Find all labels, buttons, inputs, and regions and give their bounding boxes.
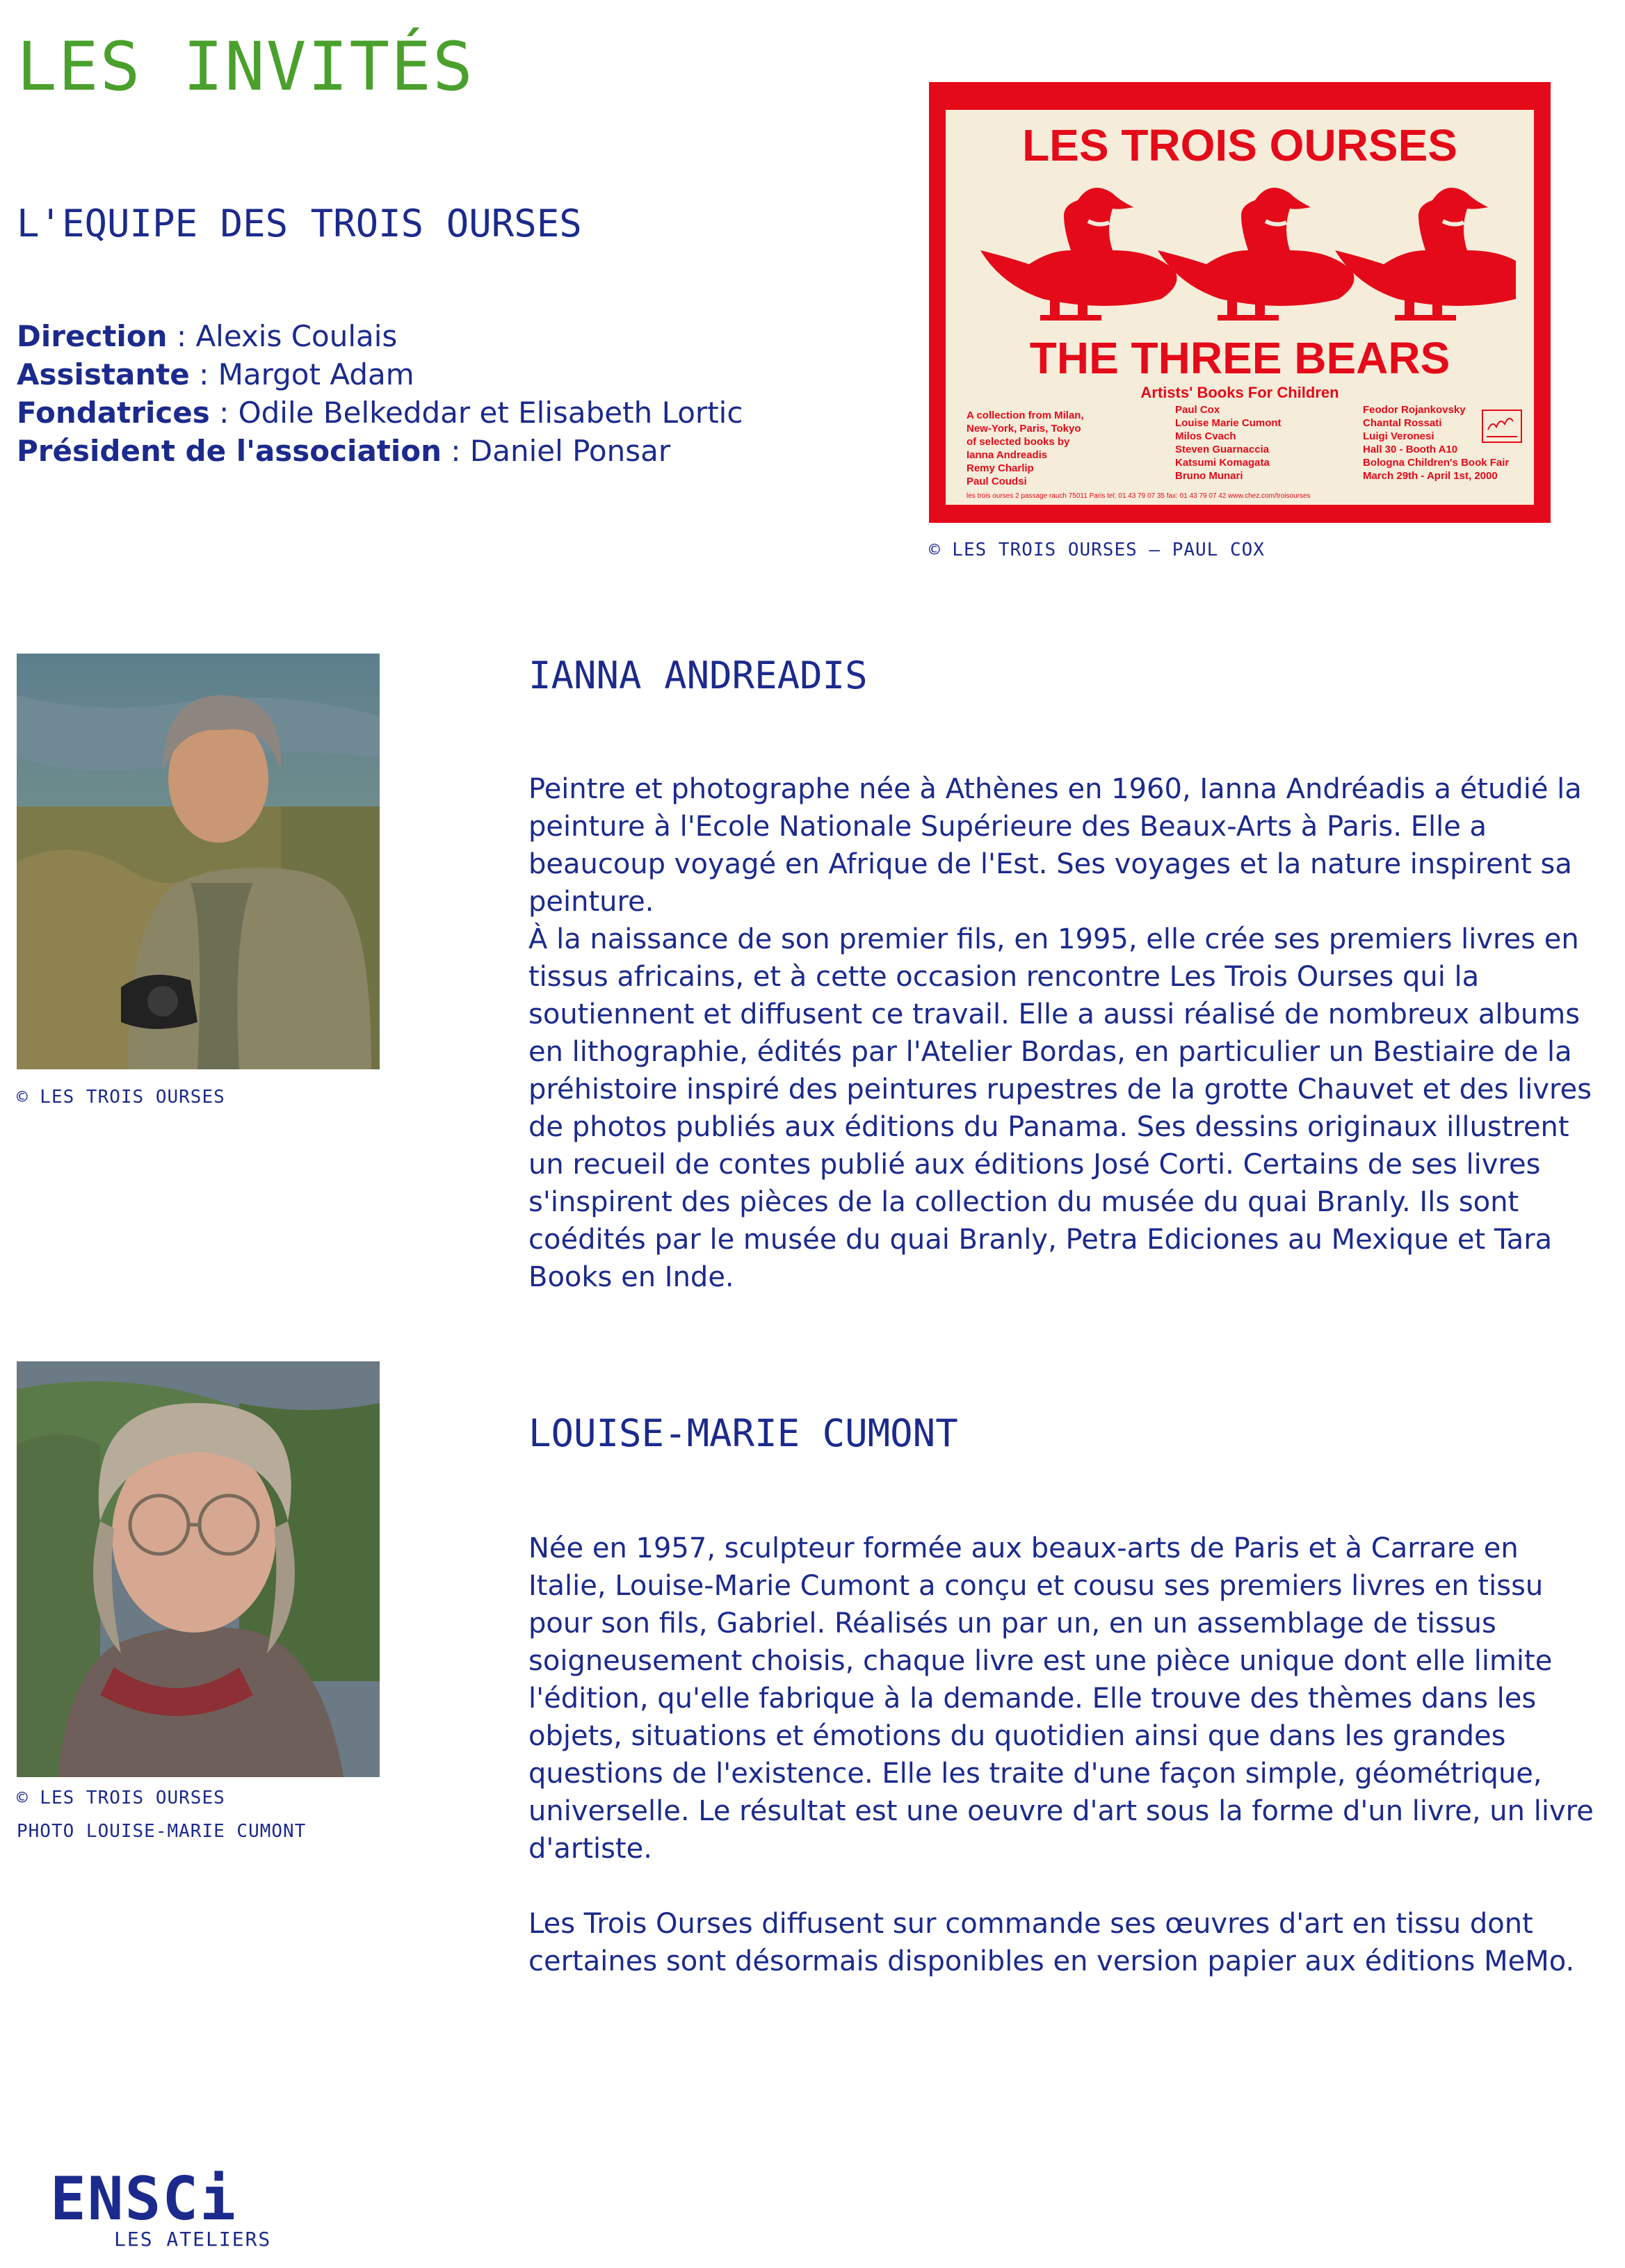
photo-credit-louise: PHOTO LOUISE-MARIE CUMONT bbox=[17, 1821, 307, 1842]
poster-image bbox=[929, 82, 1551, 523]
ducks-illustration bbox=[973, 179, 1516, 325]
team-heading: L'EQUIPE DES TROIS OURSES bbox=[17, 202, 582, 245]
photo-louise-marie-cumont bbox=[17, 1361, 380, 1777]
logo-sub: LES ATELIERS bbox=[114, 2228, 272, 2251]
poster-title: LES TROIS OURSES bbox=[1022, 120, 1457, 170]
poster-subtitle: THE THREE BEARS bbox=[1029, 333, 1450, 383]
team-member: Fondatrices : Odile Belkeddar et Elisabeth Lortic bbox=[17, 396, 743, 430]
person-name-ianna-andreadis: IANNA ANDREADIS bbox=[528, 654, 868, 697]
team-member: Assistante : Margot Adam bbox=[17, 357, 414, 391]
team-list bbox=[17, 317, 743, 470]
ensci-logo bbox=[50, 2164, 272, 2251]
poster-tagline: Artists' Books For Children bbox=[1140, 384, 1339, 401]
team-member: Direction : Alexis Coulais bbox=[17, 319, 398, 353]
photo-ianna-andreadis bbox=[17, 654, 380, 1069]
bio-ianna-andreadis: Peintre et photographe née à Athènes en 1960, Ianna Andréadis a étudié la peinture à l'Ecole Nationale Supérieure des Beaux-Arts à Paris. Elle a beaucoup voyagé en Afrique de l'Est. Ses voyages et la nature inspirent sa peinture. À la naissance de son premier fils, en 1995, elle crée ses premiers livres en tissus africains, et à cette occasion rencontre Les Trois Ourses qui la soutiennent et diffusent ce travail. Elle a aussi réalisé de nombreux albums en lithographie, édités par l'Atelier Bordas, en particulier un Bestiaire de la préhistoire inspiré des peintures rupestres de la grotte Chauvet et des livres de photos publiés aux éditions du Panama. Ses dessins originaux illustrent un recueil de contes publié aux éditions José Corti. Certains de ses livres s'inspirent des pièces de la collection du musée du quai Branly. Ils sont coédités par le musée du quai Branly, Petra Ediciones au Mexique et Tara Books en Inde. bbox=[528, 773, 1592, 1293]
poster-stamp-icon bbox=[1481, 409, 1523, 444]
logo-main: ENSCi bbox=[50, 2164, 237, 2234]
photo-caption-louise: © LES TROIS OURSES bbox=[17, 1788, 225, 1808]
person-name-louise-marie-cumont: LOUISE-MARIE CUMONT bbox=[528, 1411, 958, 1455]
page-title: LES INVITÉS bbox=[17, 28, 474, 106]
team-member: Président de l'association : Daniel Ponsar bbox=[17, 434, 671, 468]
poster-col-2: Paul Cox Louise Marie Cumont Milos Cvach Steven Guarnaccia Katsumi Komagata Bruno Munari bbox=[1175, 404, 1282, 482]
poster-footer: les trois ourses 2 passage rauch 75011 Paris tel: 01 43 79 07 35 fax: 01 43 79 07 42 www.chez.com/troisourses bbox=[967, 492, 1311, 500]
poster-col-3: Feodor Rojankovsky Chantal Rossati Luigi Veronesi Hall 30 - Booth A10 Bologna Children's Book Fair March 29th - April 1st, 2000 bbox=[1363, 404, 1510, 482]
bio-louise-marie-cumont: Née en 1957, sculpteur formée aux beaux-arts de Paris et à Carrare en Italie, Louise-Marie Cumont a conçu et cousu ses premiers livres en tissu pour son fils, Gabriel. Réalisés un par un, en un assemblage de tissus soigneusement choisis, chaque livre est une pièce unique dont elle limite l'édition, qu'elle fabrique à la demande. Elle trouve des thèmes dans les objets, situations et émotions du quotidien ainsi que dans les grandes questions de l'existence. Elle les traite d'une façon simple, géométrique, universelle. Le résultat est une oeuvre d'art sous la forme d'un livre, un livre d'artiste. Les Trois Ourses diffusent sur commande ses œuvres d'art en tissu dont certaines sont désormais disponibles en version papier aux éditions MeMo. bbox=[528, 1532, 1594, 1977]
poster-caption: © LES TROIS OURSES – PAUL COX bbox=[929, 540, 1265, 560]
photo-caption-ianna: © LES TROIS OURSES bbox=[17, 1087, 225, 1108]
poster-col-1: A collection from Milan, New-York, Paris, Tokyo of selected books by Ianna Andreadis Remy Charlip Paul Coudsi bbox=[967, 410, 1084, 487]
